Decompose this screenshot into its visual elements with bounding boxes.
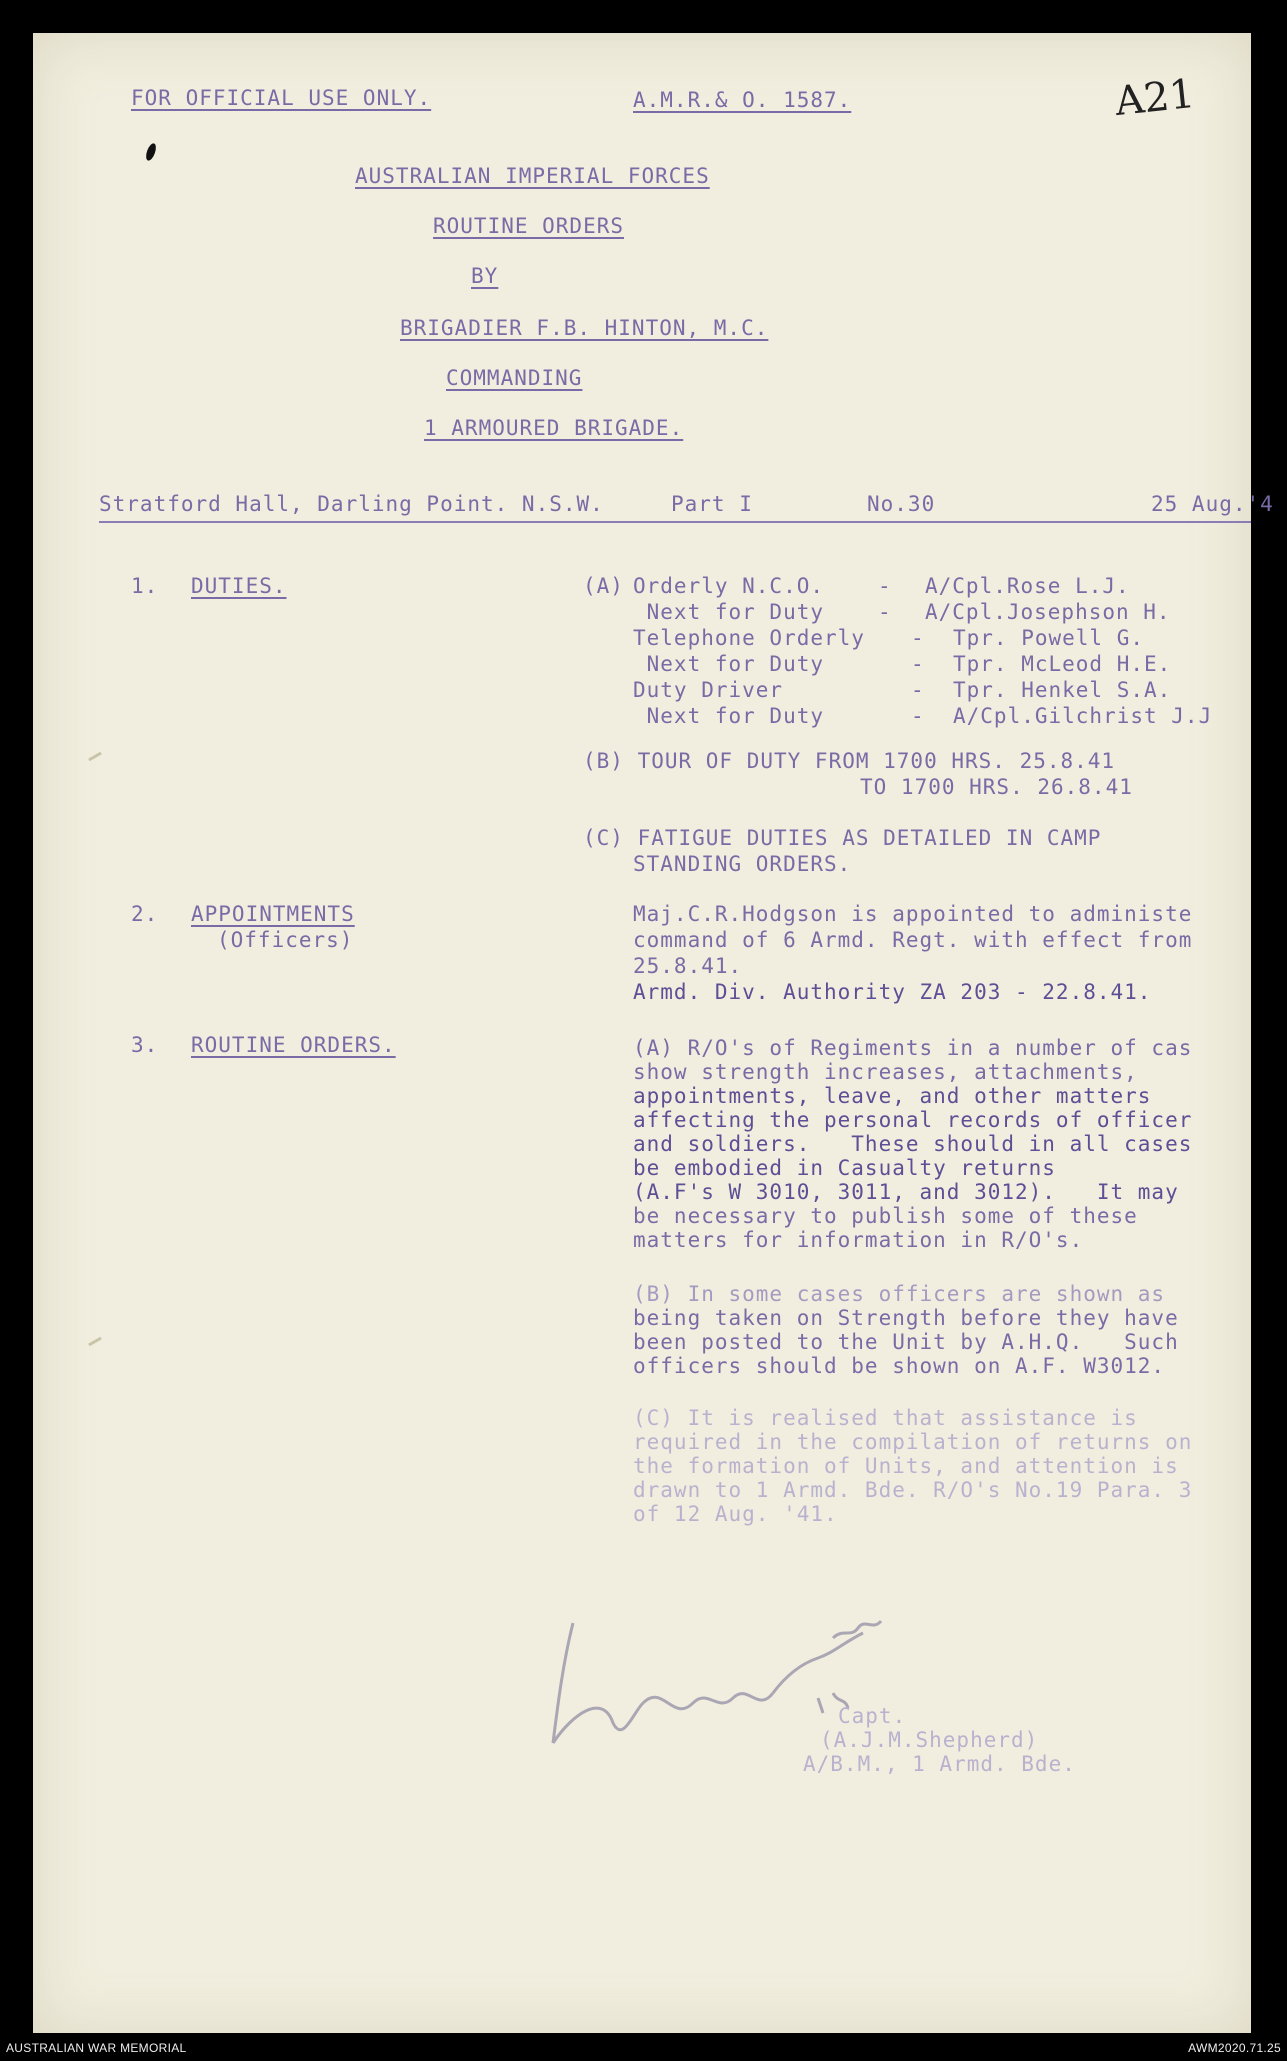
appointment-line: command of 6 Armd. Regt. with effect from bbox=[633, 928, 1193, 952]
title-force: AUSTRALIAN IMPERIAL FORCES bbox=[355, 164, 710, 188]
section-number: 1. bbox=[131, 574, 159, 598]
title-unit: 1 ARMOURED BRIGADE. bbox=[424, 416, 684, 440]
title-orders: ROUTINE ORDERS bbox=[433, 214, 625, 238]
duty-name: Tpr. McLeod H.E. bbox=[953, 652, 1172, 676]
section-heading-appointments: APPOINTMENTS bbox=[191, 902, 355, 926]
duty-name: Tpr. Powell G. bbox=[953, 626, 1145, 650]
document-page bbox=[33, 33, 1274, 2035]
title-commanding: COMMANDING bbox=[446, 366, 583, 390]
duty-dash: - bbox=[911, 678, 925, 702]
para-a-line: matters for information in R/O's. bbox=[633, 1228, 1084, 1252]
reference-code: A.M.R.& O. 1587. bbox=[633, 88, 852, 112]
duty-dash: - bbox=[911, 704, 925, 728]
para-a-line: be embodied in Casualty returns bbox=[633, 1156, 1056, 1180]
para-b-line: been posted to the Unit by A.H.Q. Such bbox=[633, 1330, 1179, 1354]
duties-a-label: (A) bbox=[583, 574, 624, 598]
title-by: BY bbox=[471, 264, 499, 288]
duties-b-line: (B) TOUR OF DUTY FROM 1700 HRS. 25.8.41 bbox=[583, 749, 1116, 773]
appointment-authority: Armd. Div. Authority ZA 203 - 22.8.41. bbox=[633, 980, 1152, 1004]
footer-catalogue-number: AWM2020.71.25 bbox=[1188, 2041, 1281, 2055]
duty-role: Duty Driver bbox=[633, 678, 784, 702]
para-a-line: (A.F's W 3010, 3011, and 3012). It may bbox=[633, 1180, 1179, 1204]
section-subheading: (Officers) bbox=[217, 928, 354, 952]
section-heading-routine-orders: ROUTINE ORDERS. bbox=[191, 1033, 396, 1057]
signature-appointment: A/B.M., 1 Armd. Bde. bbox=[803, 1752, 1076, 1776]
duty-name: A/Cpl.Gilchrist J.J bbox=[953, 704, 1213, 728]
para-a-line: affecting the personal records of officer bbox=[633, 1108, 1193, 1132]
title-commander: BRIGADIER F.B. HINTON, M.C. bbox=[400, 316, 769, 340]
classification-label: FOR OFFICIAL USE ONLY. bbox=[131, 86, 432, 110]
appointment-line: 25.8.41. bbox=[633, 954, 743, 978]
dateline-date: 25 Aug.'4 bbox=[1151, 492, 1274, 516]
duty-name: A/Cpl.Josephson H. bbox=[925, 600, 1171, 624]
duty-role: Next for Duty bbox=[633, 704, 825, 728]
para-c-line: the formation of Units, and attention is bbox=[633, 1454, 1179, 1478]
duty-role: Next for Duty bbox=[633, 600, 825, 624]
duty-dash: - bbox=[911, 652, 925, 676]
para-a-line: be necessary to publish some of these bbox=[633, 1204, 1138, 1228]
paper-crease bbox=[88, 1337, 102, 1347]
duty-dash: - bbox=[911, 626, 925, 650]
duty-role: Orderly N.C.O. bbox=[633, 574, 825, 598]
duty-dash: - bbox=[878, 574, 892, 598]
duty-name: Tpr. Henkel S.A. bbox=[953, 678, 1172, 702]
para-c-line: required in the compilation of returns on bbox=[633, 1430, 1193, 1454]
duty-role: Telephone Orderly bbox=[633, 626, 865, 650]
signature-rank: Capt. bbox=[838, 1704, 907, 1728]
para-b-line: officers should be shown on A.F. W3012. bbox=[633, 1354, 1166, 1378]
paper-crease bbox=[88, 752, 102, 762]
duties-b-line: TO 1700 HRS. 26.8.41 bbox=[860, 775, 1133, 799]
dateline-number: No.30 bbox=[867, 492, 936, 516]
para-b-line: being taken on Strength before they have bbox=[633, 1306, 1179, 1330]
duty-dash: - bbox=[878, 600, 892, 624]
para-a-line: and soldiers. These should in all cases bbox=[633, 1132, 1193, 1156]
duty-name: A/Cpl.Rose L.J. bbox=[925, 574, 1130, 598]
duties-c-line: STANDING ORDERS. bbox=[633, 852, 852, 876]
dateline-part: Part I bbox=[671, 492, 753, 516]
punch-hole bbox=[144, 142, 158, 162]
footer-institution: AUSTRALIAN WAR MEMORIAL bbox=[6, 2041, 187, 2055]
dateline bbox=[99, 491, 1274, 523]
signature-name: (A.J.M.Shepherd) bbox=[820, 1728, 1039, 1752]
para-a-line: appointments, leave, and other matters bbox=[633, 1084, 1152, 1108]
appointment-line: Maj.C.R.Hodgson is appointed to administe bbox=[633, 902, 1193, 926]
section-number: 3. bbox=[131, 1033, 159, 1057]
handwritten-reference: A21 bbox=[1112, 70, 1197, 126]
section-heading-duties: DUTIES. bbox=[191, 574, 287, 598]
para-a-line: show strength increases, attachments, bbox=[633, 1060, 1138, 1084]
dateline-location: Stratford Hall, Darling Point. N.S.W. bbox=[99, 492, 604, 516]
duty-role: Next for Duty bbox=[633, 652, 825, 676]
archive-footer bbox=[0, 2033, 1287, 2061]
para-c-line: (C) It is realised that assistance is bbox=[633, 1406, 1138, 1430]
para-a-line: (A) R/O's of Regiments in a number of cas bbox=[633, 1036, 1193, 1060]
para-b-line: (B) In some cases officers are shown as bbox=[633, 1282, 1166, 1306]
duties-c-line: (C) FATIGUE DUTIES AS DETAILED IN CAMP bbox=[583, 826, 1102, 850]
section-number: 2. bbox=[131, 902, 159, 926]
para-c-line: drawn to 1 Armd. Bde. R/O's No.19 Para. 3 bbox=[633, 1478, 1193, 1502]
para-c-line: of 12 Aug. '41. bbox=[633, 1502, 838, 1526]
